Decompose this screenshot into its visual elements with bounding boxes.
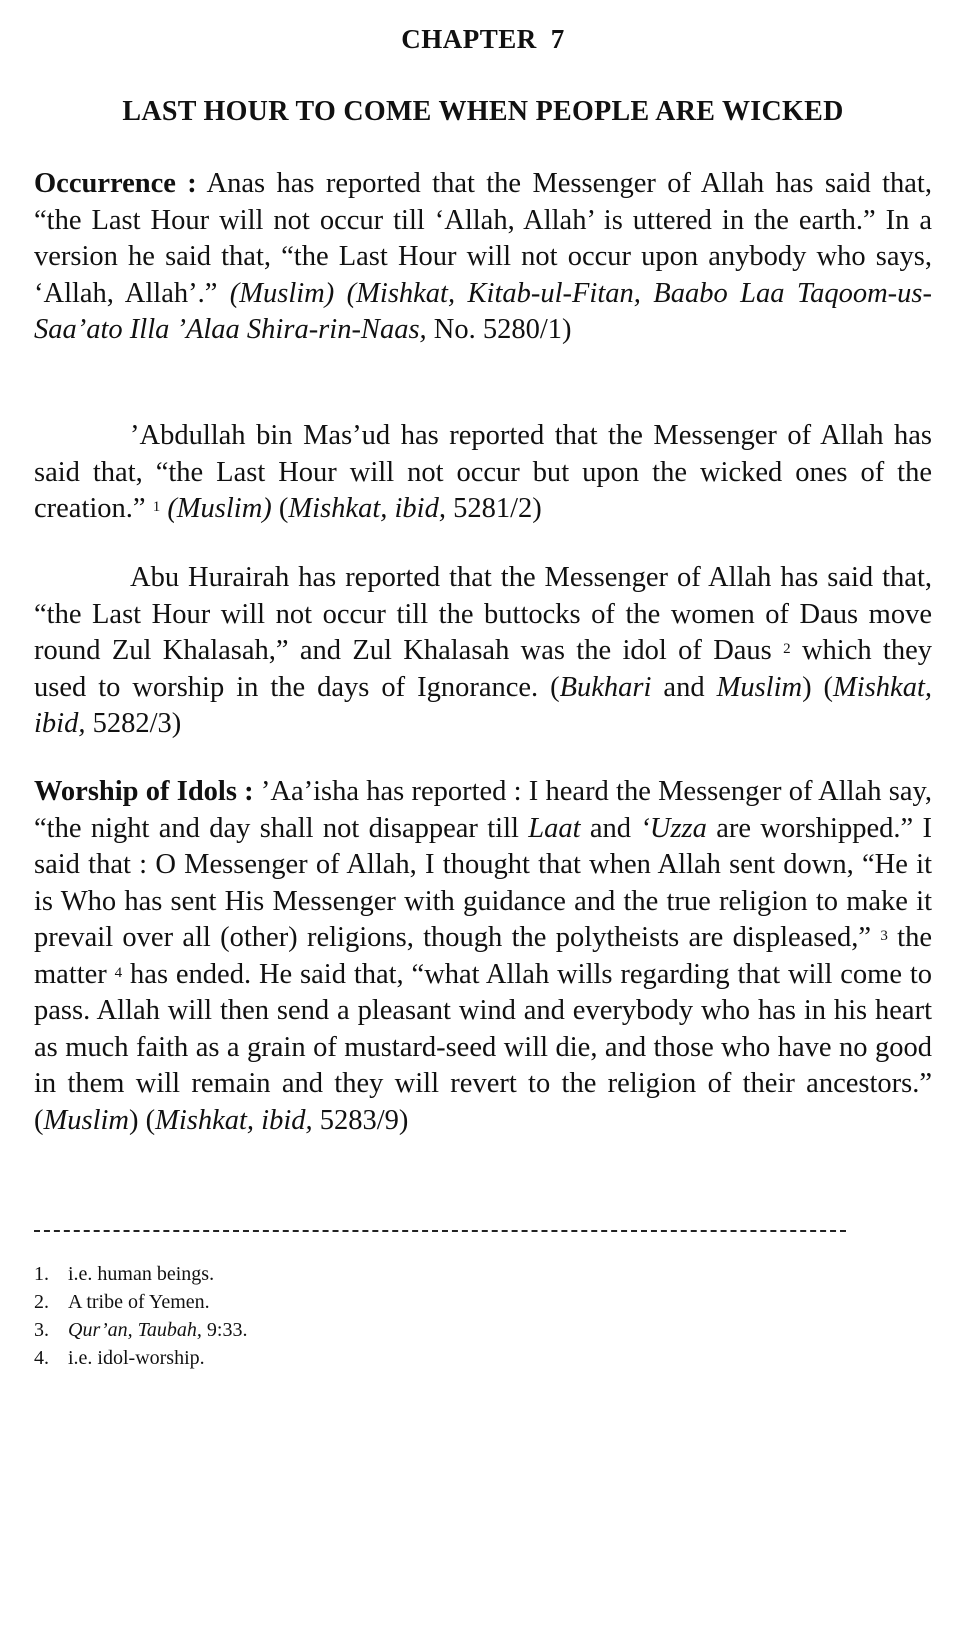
- footnote-text: i.e. idol-worship.: [68, 1347, 205, 1369]
- footnote-list: [34, 1260, 932, 1372]
- citation-tail: 5281/2): [445, 493, 542, 524]
- citation: Muslim: [43, 1104, 129, 1136]
- paragraph-text: Abu Hurairah has reported that the Messenger of Allah has said that, “the Last Hour will not occur till the buttocks of the women of Daus move round Zul Khalasah,” and Zul Khalasah was the idol of Daus: [34, 562, 932, 666]
- citation-tail: 5282/3): [85, 708, 182, 739]
- footnote-item: [34, 1316, 932, 1344]
- footnote-number: 4.: [34, 1347, 49, 1369]
- paragraph-abu-hurairah: [34, 560, 932, 743]
- citation: (Mishkat, Kitab-ul-Fitan, Baabo Laa Taqoom-us-Saa’ato Illa ’Alaa Shira-rin-Naas,: [34, 277, 933, 345]
- paragraph-text: the matter: [34, 922, 932, 990]
- paragraph-worship-of-idols: [34, 774, 932, 1139]
- paragraph-text: has ended. He said that, “what Allah wills regarding that will come to pass. Allah will then send a pleasant wind and everybody who has in his heart as much faith as a grain of mustard-seed will die, and those who have no good in them will remain and they will revert to the religion of their ancestors.” (: [34, 958, 933, 1136]
- footnote-item: [34, 1260, 932, 1288]
- citation-close: ) (: [129, 1104, 156, 1136]
- citation: Bukhari: [559, 671, 652, 703]
- paragraph-text: Anas has reported that the Messenger of Allah has said that, “the Last Hour will not occur till ‘Allah, Allah’ is uttered in the earth.” In a version he said that, “the Last Hour will not occur upon anybody who says, ‘Allah, Allah’.”: [34, 168, 932, 309]
- paragraph-abdullah: [34, 418, 932, 528]
- footnote-ref: 2: [783, 641, 791, 657]
- paragraph-occurrence: [34, 166, 932, 349]
- idol-name: ‘Uzza: [640, 812, 707, 844]
- paragraph-text: which they used to worship in the days of Ignorance. (: [34, 635, 932, 703]
- conjunction: and: [651, 671, 717, 703]
- citation: Mishkat, ibid,: [34, 671, 932, 739]
- footnote-item: [34, 1344, 932, 1372]
- conjunction: and: [580, 812, 641, 844]
- chapter-number: 7: [550, 24, 565, 54]
- footnote-number: 1.: [34, 1263, 49, 1285]
- citation-close: ) (: [802, 671, 834, 703]
- paragraph-text: ’Abdullah bin Mas’ud has reported that the Messenger of Allah has said that, “the Last Hour will not occur but upon the wicked ones of the creation.”: [34, 420, 932, 524]
- footnote-number: 3.: [34, 1319, 49, 1341]
- footnote-text: i.e. human beings.: [68, 1263, 215, 1285]
- citation-tail: 5283/9): [312, 1104, 409, 1136]
- footnote-ref: 4: [114, 964, 123, 981]
- chapter-title: LAST HOUR TO COME WHEN PEOPLE ARE WICKED: [122, 96, 844, 127]
- paragraph-text: are worshipped.” I said that : O Messenger of Allah, I thought that when Allah sent down, “He it is Who has sent His Messenger with guidance and the true religion to make it prevail over all (other) religions, though the polytheists are displeased,”: [34, 812, 932, 953]
- citation: Mishkat, ibid,: [155, 1104, 313, 1136]
- footnote-citation: Qur’an, Taubah,: [68, 1319, 202, 1341]
- citation: Muslim: [716, 671, 803, 703]
- citation: (Muslim): [167, 493, 272, 524]
- chapter-heading: [34, 24, 932, 55]
- citation-tail: No. 5280/1): [426, 314, 572, 345]
- paragraph-label: Worship of Idols :: [34, 776, 254, 807]
- citation: Mishkat, ibid,: [288, 493, 446, 524]
- footnote-ref: 1: [152, 499, 161, 515]
- footnote-text: A tribe of Yemen.: [68, 1291, 210, 1313]
- chapter-label: CHAPTER: [401, 24, 537, 54]
- paragraph-label: Occurrence :: [34, 168, 197, 199]
- footnote-text: 9:33.: [201, 1319, 248, 1341]
- citation-open: (: [271, 493, 289, 524]
- footnote-divider: [34, 1230, 846, 1232]
- idol-name: Laat: [528, 812, 581, 844]
- footnote-item: [34, 1288, 932, 1316]
- footnote-number: 2.: [34, 1291, 49, 1313]
- paragraph-text: ’Aa’isha has reported : I heard the Messenger of Allah say, “the night and day shall not disappear till: [34, 776, 932, 844]
- footnote-ref: 3: [880, 928, 888, 944]
- citation: (Muslim): [229, 277, 335, 309]
